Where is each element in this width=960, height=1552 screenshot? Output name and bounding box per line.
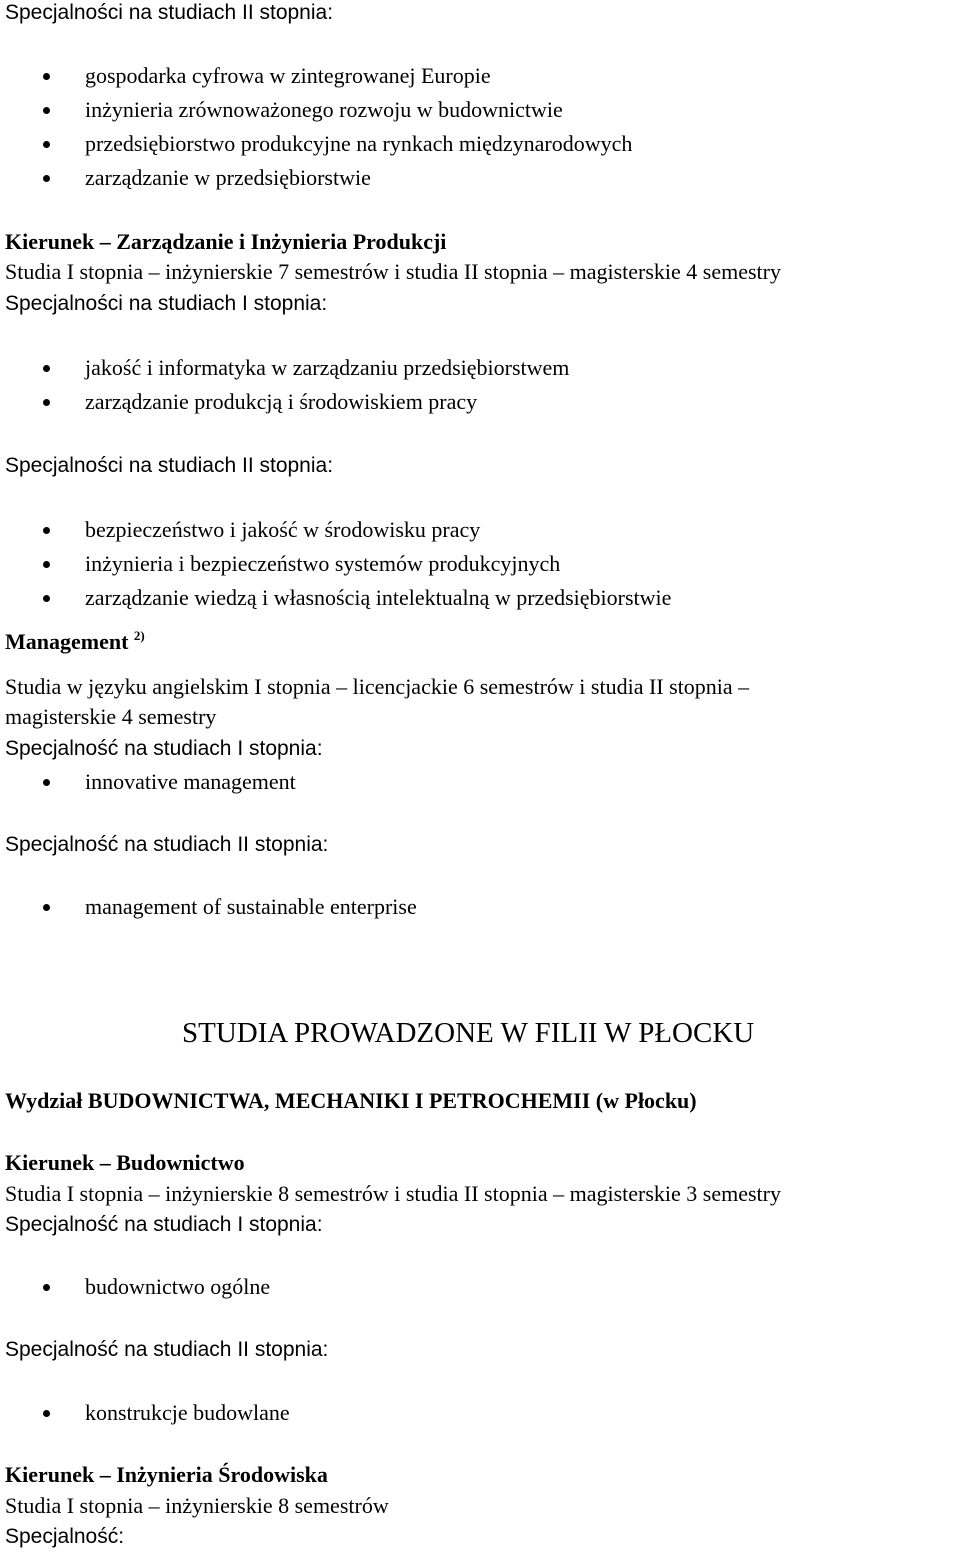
bullet-icon [43, 399, 50, 406]
footnote-marker: 2) [133, 628, 145, 643]
list-item: gospodarka cyfrowa w zintegrowanej Europie [85, 63, 491, 88]
study-info: magisterskie 4 semestry [5, 704, 217, 729]
list-item: zarządzanie wiedzą i własnością intelektualną w przedsiębiorstwie [85, 585, 672, 610]
list-item: budownictwo ogólne [85, 1274, 271, 1299]
study-info: Studia I stopnia – inżynierskie 7 semestrów i studia II stopnia – magisterskie 4 semestry [5, 259, 781, 284]
major-title: Kierunek – Budownictwo [5, 1150, 245, 1175]
list-item: zarządzanie w przedsiębiorstwie [85, 165, 371, 190]
section-heading: Specjalność na studiach II stopnia: [5, 833, 329, 856]
list-item: konstrukcje budowlane [85, 1400, 290, 1425]
bullet-icon [43, 527, 50, 534]
section-heading: Specjalności na studiach II stopnia: [5, 1, 334, 24]
list-item: inżynieria i bezpieczeństwo systemów produkcyjnych [85, 551, 561, 576]
study-info: Studia I stopnia – inżynierskie 8 semestrów i studia II stopnia – magisterskie 3 semestry [5, 1181, 781, 1206]
list-item: management of sustainable enterprise [85, 894, 417, 919]
study-info: Studia w języku angielskim I stopnia – licencjackie 6 semestrów i studia II stopnia – [5, 674, 750, 699]
list-item: innovative management [85, 769, 296, 794]
study-info: Studia I stopnia – inżynierskie 8 semestrów [5, 1493, 389, 1518]
list-item: zarządzanie produkcją i środowiskiem pracy [85, 389, 478, 414]
section-heading: Specjalności na studiach II stopnia: [5, 454, 334, 477]
bullet-icon [43, 365, 50, 372]
page-title: STUDIA PROWADZONE W FILII W PŁOCKU [182, 1017, 755, 1049]
bullet-icon [43, 561, 50, 568]
bullet-icon [43, 1410, 50, 1417]
bullet-icon [43, 107, 50, 114]
bullet-icon [43, 141, 50, 148]
major-title [5, 629, 145, 655]
bullet-icon [43, 904, 50, 911]
bullet-icon [43, 779, 50, 786]
section-heading: Specjalność na studiach I stopnia: [5, 1213, 323, 1236]
faculty-title: Wydział BUDOWNICTWA, MECHANIKI I PETROCHEMII (w Płocku) [5, 1088, 697, 1113]
list-item: jakość i informatyka w zarządzaniu przedsiębiorstwem [85, 355, 570, 380]
major-title-text: Management [5, 629, 129, 654]
list-item: inżynieria zrównoważonego rozwoju w budownictwie [85, 97, 563, 122]
section-heading: Specjalność na studiach I stopnia: [5, 737, 323, 760]
section-heading: Specjalność na studiach II stopnia: [5, 1338, 329, 1361]
major-title: Kierunek – Inżynieria Środowiska [5, 1462, 328, 1487]
list-item: przedsiębiorstwo produkcyjne na rynkach międzynarodowych [85, 131, 633, 156]
list-item: bezpieczeństwo i jakość w środowisku pracy [85, 517, 481, 542]
bullet-icon [43, 73, 50, 80]
bullet-icon [43, 1284, 50, 1291]
section-heading: Specjalności na studiach I stopnia: [5, 292, 328, 315]
bullet-icon [43, 175, 50, 182]
bullet-icon [43, 595, 50, 602]
major-title: Kierunek – Zarządzanie i Inżynieria Produkcji [5, 229, 447, 254]
section-heading: Specjalność: [5, 1525, 125, 1548]
